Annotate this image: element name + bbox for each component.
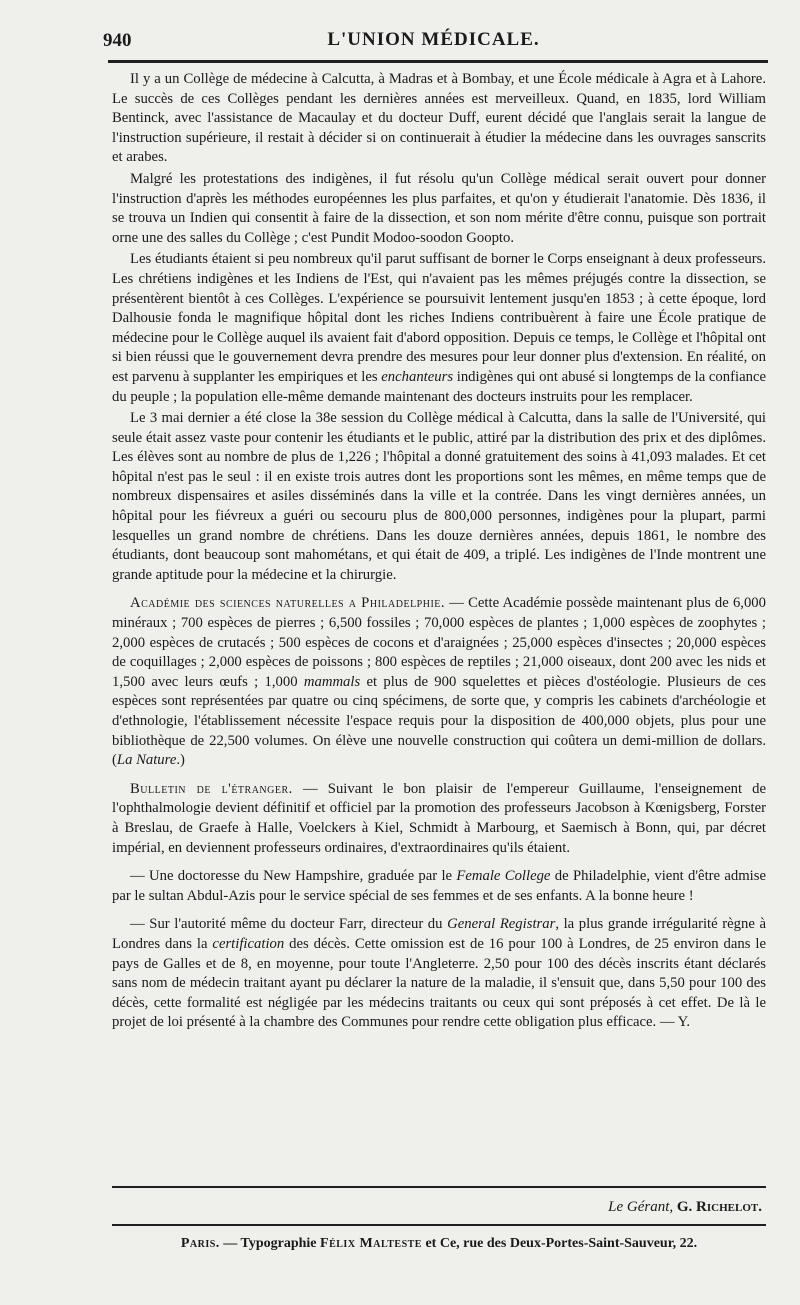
paragraph-academy — [112, 594, 766, 770]
paragraph-doctoresse — [112, 867, 766, 906]
italic-source: La Nature — [116, 752, 177, 769]
signature-name: G. Richelot. — [676, 1199, 762, 1215]
paragraph-text: et plus de 900 squelettes et pièces d'ostéologie. Plusieurs de ces espèces sont représentées par quatre ou cinq spécimens, de sorte que, y compris les cabinets d'archéologie et d'ethnologie, l'établissement nécessite l'espace requis pour la disposition de 400,000 objets, plus pour une bibliothèque de 22,500 volumes. On élève une nouvelle construction qui coûtera un demi-million de dollars. ( — [112, 673, 767, 769]
imprint-city: Paris. — [180, 1236, 220, 1251]
section-heading: Académie des sciences naturelles a Philadelphie. — [130, 595, 446, 612]
paragraph-calcutta-colleges: Il y a un Collège de médecine à Calcutta, à Madras et à Bombay, et une École médicale à Agra et à Lahore. Le succès de ces Collèges pendant les dernières années est merveilleux. Quand, en 1835, lord William Bentinck, avec l'assistance de Macaulay et du docteur Duff, eurent décidé que l'anglais serait la langue de l'instruction supérieure, il restait à décider si on continuerait à étudier la médecine dans les ouvrages sanscrits et arabes. — [112, 71, 766, 166]
paragraph-text: de Philadelphie, vient d'être admise par le sultan Abdul-Azis pour le service spécial de ses femmes et de ses enfants. A la bonne heure ! — [112, 868, 766, 904]
page-number: 940 — [103, 30, 132, 51]
imprint-text: et Ce, rue des Deux-Portes-Saint-Sauveur, 22. — [421, 1236, 698, 1251]
paragraph-farr — [112, 915, 766, 1033]
footer-rule — [112, 1186, 766, 1188]
italic-term: certification — [212, 935, 285, 952]
paragraph-students — [112, 250, 766, 407]
paragraph-text: — Cette Académie possède maintenant plus de 6,000 minéraux ; 700 espèces de pierres ; 6,500 fossiles ; 70,000 espèces de plantes ; 1,000 espèces de zoophytes ; 2,000 espèces de crutacés ; 500 espèces de cocons et d'araignées ; 25,000 espèces d'insectes ; 20,000 espèces de coquillages ; 2,000 espèces de poissons ; 800 espèces de reptiles ; 21,000 oiseaux, dont 200 avec les nids et 1,500 avec leurs œufs ; 1,000 — [112, 595, 766, 690]
paragraph-text: .) — [176, 752, 185, 769]
italic-term: enchanteurs — [381, 368, 454, 385]
printer-imprint — [112, 1236, 766, 1252]
paragraph-text: — Sur l'autorité même du docteur Farr, directeur du — [130, 916, 448, 933]
paragraph-session: Le 3 mai dernier a été close la 38e session du Collège médical à Calcutta, dans la salle de l'Université, qui seule était assez vaste pour contenir les étudiants et le public, attiré par la distribution des prix et des diplômes. Les élèves sont au nombre de plus de 1,226 ; l'hôpital a donné gratuitement des soins à 41,093 malades. Et cet hôpital n'est pas le seul : il en existe trois autres dont les proportions sont les mêmes, en même temps que de nombreux dispensaires et asiles disséminés dans la ville et la contrée. Dans les vingt dernières années, un hôpital pour les fiévreux a guéri ou secouru plus de 800,000 personnes, indigènes pour la plupart, parmi lesquelles un grand nombre de chrétiens. Dans les douze dernières années, depuis 1861, le nombre des étudiants, dont beaucoup sont mahométans, et qui était de 409, a triplé. Les indigènes de l'Inde montrent une grande aptitude pour la médecine et la chirurgie. — [112, 410, 766, 583]
italic-term: Female College — [456, 868, 551, 885]
journal-title: L'UNION MÉDICALE. — [327, 29, 540, 50]
paragraph-text: des décès. Cette omission est de 16 pour 100 à Londres, de 25 environ dans le pays de Galles et de 8, en moyenne, pour toute l'Angleterre. 2,50 pour 100 des décès inscrits étant déclarés sans nom de médecin traitant ayant pu déclarer la nature de la maladie, il s'ensuit que, dans 5,50 pour 100 des décès, cette formalité est négligée par les médecins traitants ou ceux qui sont préposés à cet effet. De là le projet de loi présenté à la chambre des Communes pour rendre cette obligation plus efficace. — Y. — [112, 935, 766, 1031]
imprint-text: — Typographie — [219, 1236, 321, 1251]
signature-label: Le Gérant, — [608, 1199, 674, 1215]
paragraph-text: — Une doctoresse du New Hampshire, graduée par le — [130, 868, 457, 885]
header-rule — [108, 60, 768, 63]
italic-term: General Registrar — [447, 916, 556, 933]
paragraph-text: Les étudiants étaient si peu nombreux qu'il parut suffisant de borner le Corps enseignant à deux professeurs. Les chrétiens indigènes et les Indiens de l'Est, qui n'avaient pas les mêmes préjugés contre la dissection, se présentèrent bientôt à ces Collèges. L'expérience se poursuivit lentement jusqu'en 1853 ; à cette époque, lord Dalhousie fonda le magnifique hôpital dont les riches Indiens contribuèrent à faire une École pratique de médecine pour le Collège auquel ils avaient fait d'abord opposition. Depuis ce temps, le Collège et l'hôpital ont si bien réussi que le gouvernement devra prendre des mesures pour leur donner plus d'extension. En réalité, on est parvenu à supplanter les empiriques et les — [112, 251, 766, 385]
section-heading: Bulletin de l'étranger. — [130, 780, 293, 797]
italic-term: mammals — [303, 673, 361, 690]
article-body — [112, 70, 766, 1035]
paragraph-text: — Suivant le bon plaisir de l'empereur Guillaume, l'enseignement de l'ophthalmologie devient définitif et officiel par la promotion des professeurs Jacobson à Kœnigsberg, Forster à Breslau, de Graefe à Halle, Voelckers à Kiel, Schmidt à Marbourg, et Saemisch à Bonn, qui, par décret impérial, en deviennent professeurs ordinaires, d'extraordinaires qu'ils étaient. — [112, 780, 767, 856]
page-header — [95, 24, 772, 58]
imprint-printer: Félix Malteste — [320, 1236, 422, 1251]
paragraph-anatomy: Malgré les protestations des indigènes, il fut résolu qu'un Collège médical serait ouvert pour donner l'instruction d'après les méthodes européennes les plus parfaites, et qu'on y étudierait l'anatomie. Dès 1836, il se trouva un Indien qui consentit à faire de la dissection, et son nom mérite d'être connu, puisque son portrait orne une des salles du Collège ; c'est Pundit Modoo-soodon Goopto. — [112, 170, 766, 246]
paragraph-text: indigènes qui ont abusé si longtemps de la confiance du peuple ; la population elle-même demande maintenant des docteurs instruits pour les remplacer. — [112, 368, 766, 405]
footer-rule-bottom — [112, 1224, 766, 1226]
paragraph-bulletin — [112, 780, 766, 858]
editor-signature — [608, 1199, 762, 1216]
paragraph-text: , la plus grande irrégularité règne à Londres dans la — [112, 916, 766, 952]
